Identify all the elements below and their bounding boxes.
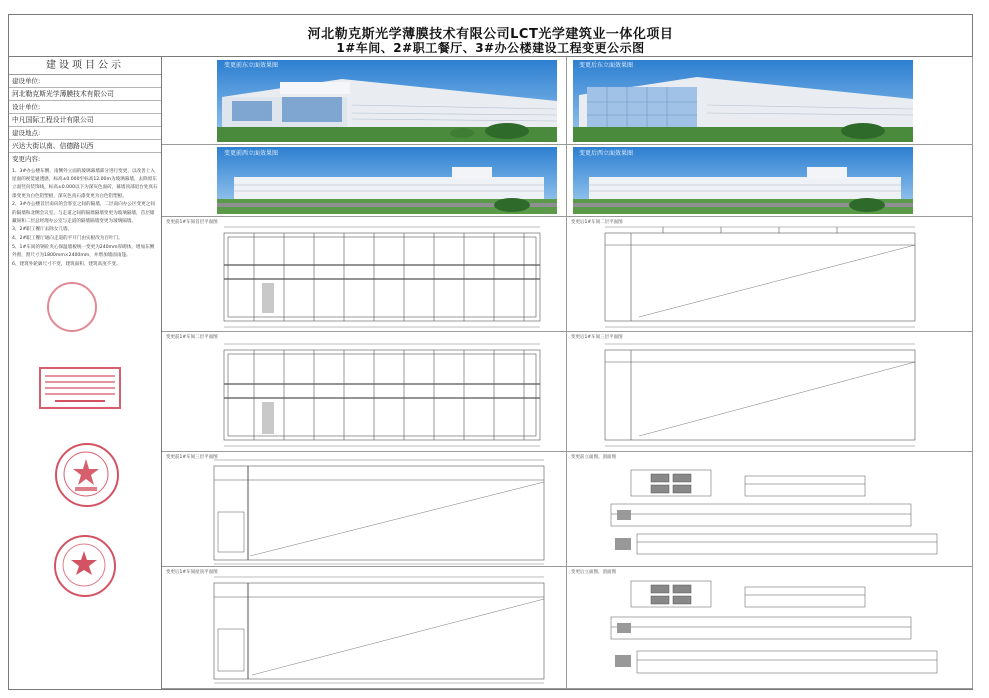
change-item: 3、2#职工餐厅去除女儿墙。 xyxy=(12,227,73,233)
plan-label: 变更前1#车间二层平面图 xyxy=(166,335,218,340)
plan-label: 变更后1#车间三层平面图 xyxy=(571,335,623,340)
plan-cell-after-second-floor xyxy=(567,217,973,332)
plan-cell-before-third-floor xyxy=(162,452,567,567)
floor-plan-drawing xyxy=(162,452,566,566)
construction-unit-label: 建设单位: xyxy=(9,75,161,88)
drawings-area xyxy=(162,57,973,689)
drawing-sheet xyxy=(8,14,973,690)
elevation-drawing xyxy=(567,567,972,688)
plan-label: 变更后1#车间屋顶平面图 xyxy=(166,570,218,575)
review-seal-rect xyxy=(39,367,121,409)
rendering-after-east-image xyxy=(567,57,972,144)
change-item: 1、3#办公楼东侧、南侧外立面的玻璃幕墙部分进行变更，以改善上入屋面的视觉通透感，标高±0.000至标高12.00m为玻璃幕墙，去除原东立面竖向装饰线，标高±0.000以下为深灰色面砖，幕墙顶部退台处真石漆变更为白色铝塑板，深灰色真石漆变更为白色铝塑板。 xyxy=(12,169,158,199)
location-value: 兴达大街以南、信德路以西 xyxy=(9,140,161,153)
design-unit-label: 设计单位: xyxy=(9,101,161,114)
company-seal-graphic xyxy=(56,537,114,595)
change-content-list xyxy=(9,166,161,271)
plan-cell-after-third-floor xyxy=(567,332,973,452)
plan-label: 变更后立面图、剖面图 xyxy=(571,570,616,575)
plan-cell-before-first-floor xyxy=(162,217,567,332)
rendering-before-west-image xyxy=(162,145,566,216)
rendering-cell-after-west xyxy=(567,145,973,217)
design-seal-circle xyxy=(55,443,119,507)
elevation-drawing xyxy=(567,452,972,566)
sheet-title-line1: 河北勒克斯光学薄膜技术有限公司LCT光学建筑业一体化项目 xyxy=(307,27,674,42)
seal-stamp-circle-faint xyxy=(47,282,97,332)
plan-label: 变更前1#车间首层平面图 xyxy=(166,220,218,225)
design-unit-value: 中凡国际工程设计有限公司 xyxy=(9,114,161,127)
construction-unit-value: 河北勒克斯光学薄膜技术有限公司 xyxy=(9,88,161,101)
elevation-cell-after xyxy=(567,567,973,689)
plan-label: 变更前立面图、剖面图 xyxy=(571,455,616,460)
change-item: 2、3#办公楼首层南向的会客室之间的隔墙、二层南向办公区变更之间的隔墙和北侧会议室，与走道之间的隔墙隔墙变更为玻璃隔墙，首层储藏间和二层总经理办公室与走道的隔墙隔墙变更为玻璃隔墙。 xyxy=(12,202,155,224)
rendering-label: 变更后西立面效果图 xyxy=(579,150,634,157)
plan-label: 变更后1#车间二层平面图 xyxy=(571,220,623,225)
project-notice-title: 建设项目公示 xyxy=(9,57,161,75)
rendering-label: 变更后东立面效果图 xyxy=(579,62,634,69)
plan-cell-before-second-floor xyxy=(162,332,567,452)
rendering-cell-before-west xyxy=(162,145,567,217)
design-seal-graphic xyxy=(57,445,117,505)
floor-plan-drawing xyxy=(567,217,972,331)
plan-label: 变更前1#车间三层平面图 xyxy=(166,455,218,460)
floor-plan-drawing xyxy=(162,332,566,451)
change-item: 5、1#车间的钢砼夹心保温墙板统一变更为240mm厚砌体，增加东侧外窗，窗尺寸为1800mm×2400mm，并增加墙面雨篷。 xyxy=(12,244,155,259)
sheet-title-line2: 1#车间、2#职工餐厅、3#办公楼建设工程变更公示图 xyxy=(336,41,645,55)
change-content-label: 变更内容: xyxy=(12,155,41,163)
rendering-label: 变更前东立面效果图 xyxy=(224,62,279,69)
sheet-header xyxy=(9,15,972,57)
change-item: 6、建筑外轮廓尺寸不变，建筑面积、建筑高度不变。 xyxy=(12,261,121,267)
elevation-cell-before xyxy=(567,452,973,567)
roof-plan-drawing xyxy=(162,567,566,688)
company-seal-circle xyxy=(54,535,116,597)
change-item: 4、2#职工餐厅通向走道的平开门由实板改为百叶门。 xyxy=(12,236,123,242)
review-seal-graphic xyxy=(41,369,119,407)
floor-plan-drawing xyxy=(162,217,566,331)
project-info-panel xyxy=(9,57,162,689)
rendering-label: 变更前西立面效果图 xyxy=(224,150,279,157)
rendering-before-east-image xyxy=(162,57,566,144)
plan-cell-after-roof xyxy=(162,567,567,689)
rendering-cell-before-east xyxy=(162,57,567,145)
rendering-cell-after-east xyxy=(567,57,973,145)
floor-plan-drawing xyxy=(567,332,972,451)
location-label: 建设地点: xyxy=(9,127,161,140)
